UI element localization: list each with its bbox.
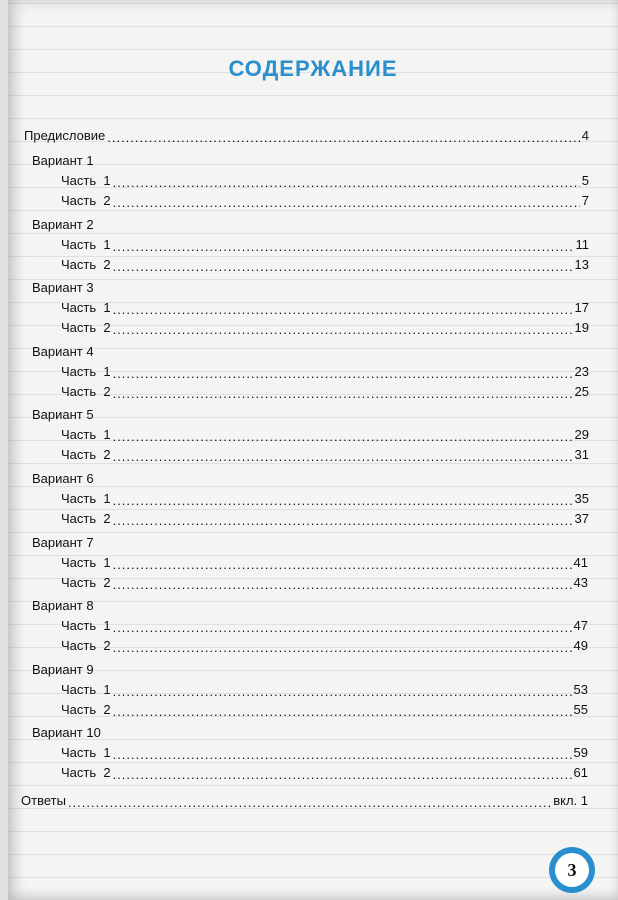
toc-entry-part[interactable]	[61, 491, 589, 507]
leader-dots	[113, 388, 573, 400]
page-number-badge	[549, 847, 595, 893]
leader-dots	[113, 559, 572, 571]
toc-entry-label: Часть 2	[61, 638, 111, 654]
toc-entry-label: Часть 1	[61, 681, 111, 697]
toc-entry-page: 41	[573, 554, 588, 570]
toc-entry-part[interactable]	[61, 364, 589, 380]
leader-dots	[113, 261, 573, 273]
toc-entry-page: 25	[574, 383, 589, 399]
toc-entry-label: Часть 2	[61, 320, 111, 336]
toc-entry-page: 29	[574, 427, 589, 443]
leader-dots	[113, 451, 573, 463]
toc-entry-answers[interactable]	[21, 793, 588, 809]
document-page	[8, 0, 618, 900]
toc-variant-heading[interactable]: Вариант 6	[32, 471, 94, 486]
toc-entry-part[interactable]	[61, 682, 588, 698]
toc-entry-label: Часть 1	[61, 491, 111, 506]
toc-entry-part[interactable]	[61, 575, 588, 591]
toc-entry-label: Часть 1	[61, 745, 111, 761]
leader-dots	[113, 769, 572, 781]
toc-entry-label: Часть 2	[61, 574, 111, 590]
toc-entry-part[interactable]	[61, 237, 589, 253]
toc-entry-part[interactable]	[61, 193, 589, 209]
toc-entry-part[interactable]	[61, 702, 588, 718]
table-of-contents	[8, 0, 618, 900]
toc-entry-label: Часть 1	[61, 554, 111, 570]
toc-entry-page: вкл. 1	[553, 793, 588, 808]
toc-variant-heading[interactable]: Вариант 5	[32, 407, 94, 423]
toc-entry-part[interactable]	[61, 447, 589, 463]
toc-entry-page: 31	[574, 447, 589, 463]
leader-dots	[113, 431, 573, 443]
leader-dots	[113, 642, 572, 654]
toc-variant-heading[interactable]: Вариант 8	[32, 598, 94, 614]
toc-entry-page: 13	[574, 256, 589, 272]
toc-entry-part[interactable]	[61, 618, 588, 634]
toc-entry-label: Ответы	[21, 793, 66, 808]
toc-entry-page: 55	[573, 701, 588, 717]
toc-entry-label: Часть 2	[61, 701, 111, 717]
toc-entry-page: 47	[573, 618, 588, 634]
toc-entry-label: Часть 2	[61, 383, 111, 399]
page-number: 3	[555, 853, 589, 887]
toc-entry-part[interactable]	[61, 257, 589, 273]
toc-entry-part[interactable]	[61, 427, 589, 443]
leader-dots	[113, 177, 580, 189]
toc-entry-page: 61	[573, 765, 588, 781]
leader-dots	[113, 495, 573, 507]
toc-entry-page: 43	[573, 574, 588, 590]
toc-variant-heading[interactable]: Вариант 7	[32, 534, 94, 550]
toc-entry-label: Часть 1	[61, 173, 111, 188]
toc-entry-label: Часть 2	[61, 511, 111, 526]
toc-entry-page: 4	[581, 128, 589, 143]
toc-entry-label: Часть 1	[61, 427, 111, 443]
toc-entry-label: Часть 2	[61, 256, 111, 272]
toc-entry-page: 19	[574, 320, 589, 336]
leader-dots	[113, 749, 572, 761]
toc-entry-page: 11	[575, 236, 589, 252]
toc-entry-part[interactable]	[61, 745, 588, 761]
toc-entry-page: 37	[574, 511, 589, 526]
toc-variant-heading[interactable]: Вариант 2	[32, 216, 94, 232]
toc-entry-page: 35	[574, 491, 589, 506]
leader-dots	[113, 197, 580, 209]
toc-entry-page: 53	[573, 681, 588, 697]
leader-dots	[113, 622, 572, 634]
leader-dots	[113, 241, 574, 253]
toc-entry-label: Часть 2	[61, 193, 111, 208]
leader-dots	[113, 324, 573, 336]
toc-entry-page: 59	[573, 745, 588, 761]
toc-entry-label: Часть 1	[61, 363, 111, 379]
leader-dots	[113, 579, 572, 591]
toc-entry-part[interactable]	[61, 173, 589, 189]
toc-entry-label: Часть 2	[61, 765, 111, 781]
toc-entry-part[interactable]	[61, 384, 589, 400]
toc-entry-label: Часть 1	[61, 618, 111, 634]
toc-entry-part[interactable]	[61, 765, 588, 781]
toc-entry-page: 23	[574, 363, 589, 379]
leader-dots	[107, 132, 580, 144]
toc-variant-heading[interactable]: Вариант 1	[32, 153, 94, 168]
page-title: СОДЕРЖАНИЕ	[228, 56, 398, 81]
toc-entry-part[interactable]	[61, 638, 588, 654]
toc-entry-part[interactable]	[61, 511, 589, 527]
toc-entry-page: 49	[573, 638, 588, 654]
toc-entry-label: Часть 1	[61, 236, 111, 252]
toc-entry-label: Предисловие	[24, 128, 106, 143]
toc-variant-heading[interactable]: Вариант 3	[32, 280, 94, 296]
toc-entry-label: Часть 1	[61, 300, 111, 316]
toc-entry-page: 17	[574, 300, 589, 316]
toc-entry-page: 7	[581, 193, 589, 208]
leader-dots	[113, 515, 573, 527]
toc-entry-part[interactable]	[61, 555, 588, 571]
toc-entry-part[interactable]	[61, 300, 589, 316]
toc-entry-label: Часть 2	[61, 447, 111, 463]
leader-dots	[113, 686, 572, 698]
toc-entry-page: 5	[581, 173, 589, 188]
leader-dots	[113, 304, 573, 316]
toc-variant-heading[interactable]: Вариант 10	[32, 725, 101, 741]
toc-variant-heading[interactable]: Вариант 4	[32, 343, 94, 359]
leader-dots	[113, 706, 572, 718]
toc-entry-preface[interactable]	[24, 128, 589, 144]
leader-dots	[113, 368, 573, 380]
toc-variant-heading[interactable]: Вариант 9	[32, 661, 94, 677]
toc-entry-part[interactable]	[61, 320, 589, 336]
leader-dots	[68, 797, 551, 809]
